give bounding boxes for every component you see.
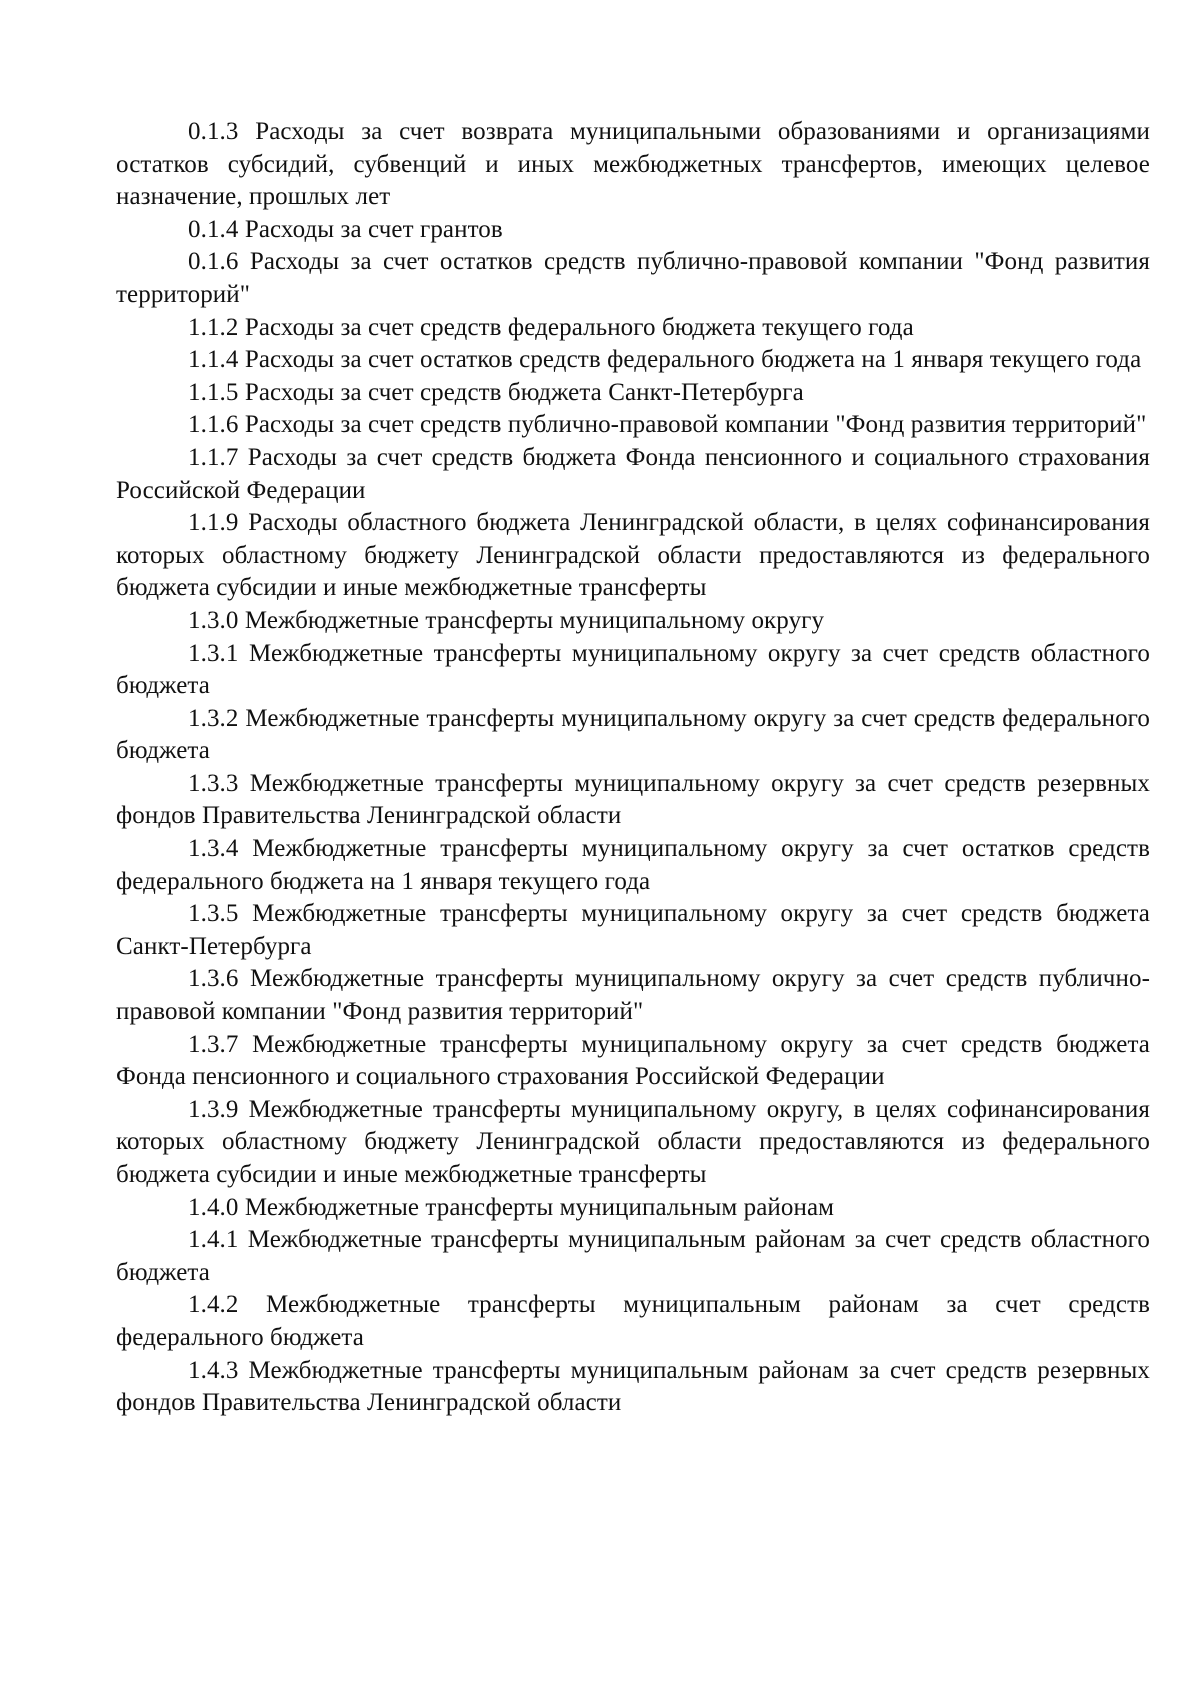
paragraph-0-1-4: 0.1.4 Расходы за счет грантов (188, 215, 503, 243)
paragraph-0-1-6: 0.1.6 Расходы за счет остатков средств публично-правовой компании "Фонд развития территорий" (116, 248, 1150, 308)
paragraph-1-1-4: 1.1.4 Расходы за счет остатков средств федерального бюджета на 1 января текущего года (188, 346, 1142, 374)
paragraph-1-3-4: 1.3.4 Межбюджетные трансферты муниципальному округу за счет остатков средств федерального бюджета на 1 января текущего года (116, 835, 1150, 895)
paragraph-1-4-2: 1.4.2 Межбюджетные трансферты муниципальным районам за счет средств федерального бюджета (116, 1291, 1150, 1351)
paragraph-1-1-5: 1.1.5 Расходы за счет средств бюджета Санкт-Петербурга (188, 378, 804, 406)
paragraph-1-4-0: 1.4.0 Межбюджетные трансферты муниципальным районам (188, 1193, 835, 1221)
document-page (116, 116, 1150, 1420)
paragraph-1-1-7: 1.1.7 Расходы за счет средств бюджета Фонда пенсионного и социального страхования Российской Федерации (116, 443, 1150, 504)
paragraph-1-3-1: 1.3.1 Межбюджетные трансферты муниципальному округу за счет средств областного бюджета (116, 639, 1150, 700)
paragraph-1-3-0: 1.3.0 Межбюджетные трансферты муниципальному округу (188, 606, 825, 634)
paragraph-1-3-2: 1.3.2 Межбюджетные трансферты муниципальному округу за счет средств федерального бюджета (116, 704, 1150, 765)
paragraph-1-3-5: 1.3.5 Межбюджетные трансферты муниципальному округу за счет средств бюджета Санкт-Петербурга (116, 900, 1150, 960)
paragraph-1-4-1: 1.4.1 Межбюджетные трансферты муниципальным районам за счет средств областного бюджета (116, 1226, 1150, 1286)
paragraph-1-4-3: 1.4.3 Межбюджетные трансферты муниципальным районам за счет средств резервных фондов Правительства Ленинградской области (116, 1356, 1150, 1417)
paragraph-1-3-9: 1.3.9 Межбюджетные трансферты муниципальному округу, в целях софинансирования которых областному бюджету Ленинградской области предоставляются из федерального бюджета субсидии и иные межбюджетные трансферты (116, 1095, 1150, 1188)
paragraph-1-3-6: 1.3.6 Межбюджетные трансферты муниципальному округу за счет средств публично-правовой компании "Фонд развития территорий" (116, 965, 1150, 1026)
paragraph-0-1-3: 0.1.3 Расходы за счет возврата муниципальными образованиями и организациями остатков субсидий, субвенций и иных межбюджетных трансфертов, имеющих целевое назначение, прошлых лет (116, 118, 1150, 211)
paragraph-1-1-2: 1.1.2 Расходы за счет средств федерального бюджета текущего года (188, 313, 914, 341)
paragraph-1-3-3: 1.3.3 Межбюджетные трансферты муниципальному округу за счет средств резервных фондов Правительства Ленинградской области (116, 769, 1150, 830)
paragraph-1-1-9: 1.1.9 Расходы областного бюджета Ленинградской области, в целях софинансирования которых областному бюджету Ленинградской области предоставляются из федерального бюджета субсидии и иные межбюджетные трансферты (116, 509, 1150, 602)
paragraph-1-1-6: 1.1.6 Расходы за счет средств публично-правовой компании "Фонд развития территорий" (188, 411, 1147, 439)
paragraph-1-3-7: 1.3.7 Межбюджетные трансферты муниципальному округу за счет средств бюджета Фонда пенсионного и социального страхования Российской Федерации (116, 1030, 1150, 1091)
